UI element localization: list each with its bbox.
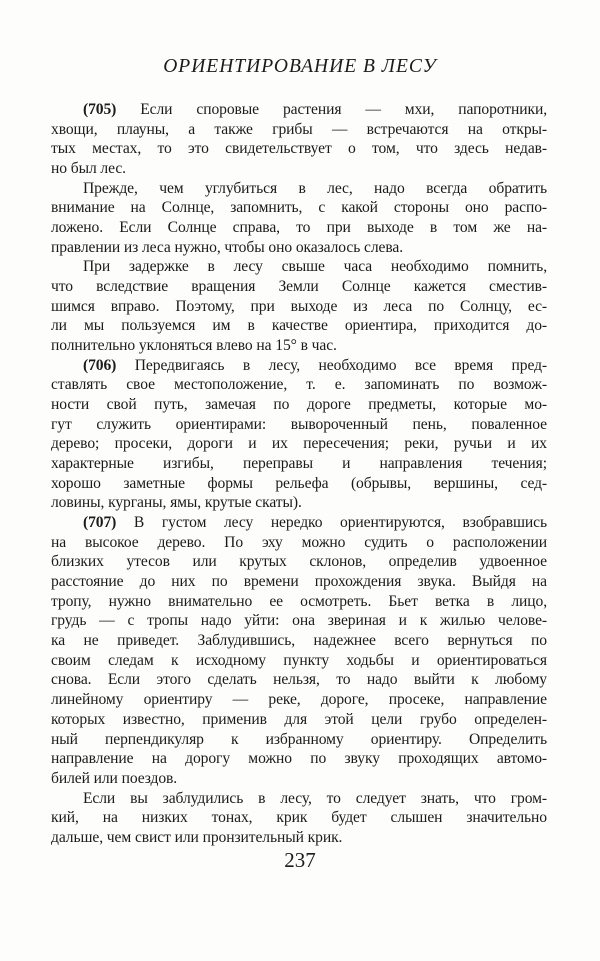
text-line: дерево; просеки, дороги и их пересечения; реки, ручьи и их [51, 435, 547, 453]
text-line: ности свой путь, замечая по дороге предметы, которые мо- [51, 396, 547, 414]
text-line: на высокое дерево. По эху можно судить о расположении [51, 533, 547, 551]
text-line: своим следам к исходному пункту ходьбы и ориентироваться [51, 651, 547, 669]
text-line: правлении из леса нужно, чтобы оно оказалось слева. [51, 238, 404, 256]
text-line: направление на дорогу можно по звуку проходящих автомо- [51, 750, 547, 768]
text-line: (705) Если споровые растения — мхи, папоротники, [83, 101, 547, 118]
text-line: шимся вправо. Поэтому, при выходе из леса по Солнцу, ес- [51, 297, 547, 315]
text-line: грудь — с тропы надо уйти: она звериная и к жилью челове- [51, 612, 547, 630]
text-line: близких утесов или крутых склонов, определив удвоенное [51, 553, 547, 571]
text-line: билей или поездов. [51, 769, 178, 787]
text-line: характерные изгибы, переправы и направления течения; [51, 455, 547, 473]
text-line: (707) В густом лесу нередко ориентируются, взобравшись [83, 514, 547, 532]
text-line: ли мы пользуемся им в качестве ориентира, приходится до- [51, 317, 547, 335]
text-line: линейному ориентиру — реке, дороге, просеке, направление [51, 691, 547, 709]
text-line: что вследствие вращения Земли Солнце кажется сместив- [51, 278, 547, 296]
text-line: кий, на низких тонах, крик будет слышен значительно [51, 809, 547, 827]
text-line: ловины, курганы, ямы, крутые скаты). [51, 494, 302, 512]
paragraph [51, 356, 547, 513]
text-line: полнительно уклоняться влево на 15° в час. [51, 337, 337, 355]
text-line: ложено. Если Солнце справа, то при выходе в том же на- [51, 219, 547, 237]
paragraph [51, 513, 547, 788]
text-line: дальше, чем свист или пронзительный крик. [51, 828, 343, 846]
text-line: ставлять свое местоположение, т. е. запоминать по возмож- [51, 376, 547, 394]
text-line: внимание на Солнце, запомнить, с какой стороны оно распо- [51, 199, 547, 217]
text-line: При задержке в лесу свыше часа необходимо помнить, [83, 258, 547, 276]
text-line: расстояние до них по времени прохождения звука. Выйдя на [51, 573, 547, 591]
text-line: хорошо заметные формы рельефа (обрывы, вершины, сед- [51, 474, 547, 492]
paragraph [51, 789, 547, 848]
text-block [51, 100, 547, 848]
text-line: хвощи, плауны, а также грибы –– встречаются на откры- [51, 120, 547, 138]
text-line: но был лес. [51, 160, 126, 178]
text-line: которых известно, применив для этой цели грубо определен- [51, 710, 547, 728]
text-line: (706) Передвигаясь в лесу, необходимо все время пред- [83, 356, 547, 374]
paragraph [51, 100, 547, 179]
paragraph-number: (705) [83, 101, 117, 118]
text-line: тропу, нужно внимательно ее осмотреть. Бьет ветка в лицо, [51, 592, 547, 610]
paragraph-number: (707) [83, 514, 117, 532]
text-line: Прежде, чем углубиться в лес, надо всегда обратить [83, 179, 547, 197]
text-line: ный перпендикуляр к избранному ориентиру. Определить [51, 730, 547, 748]
text-line: тых местах, то это свидетельствует о том, что здесь недав- [51, 140, 547, 158]
paragraph [51, 179, 547, 258]
text-line: гут служить ориентирами: вывороченный пень, поваленное [51, 415, 547, 433]
page-title: ОРИЕНТИРОВАНИЕ В ЛЕСУ [163, 56, 437, 77]
text-line: Если вы заблудились в лесу, то следует знать, что гром- [83, 789, 547, 807]
paragraph [51, 257, 547, 355]
paragraph-number: (706) [83, 356, 117, 374]
text-line: снова. Если этого сделать нельзя, то надо выйти к любому [51, 671, 547, 689]
text-line: ка не приведет. Заблудившись, надежнее всего вернуться по [51, 632, 547, 650]
page-number: 237 [284, 848, 316, 872]
